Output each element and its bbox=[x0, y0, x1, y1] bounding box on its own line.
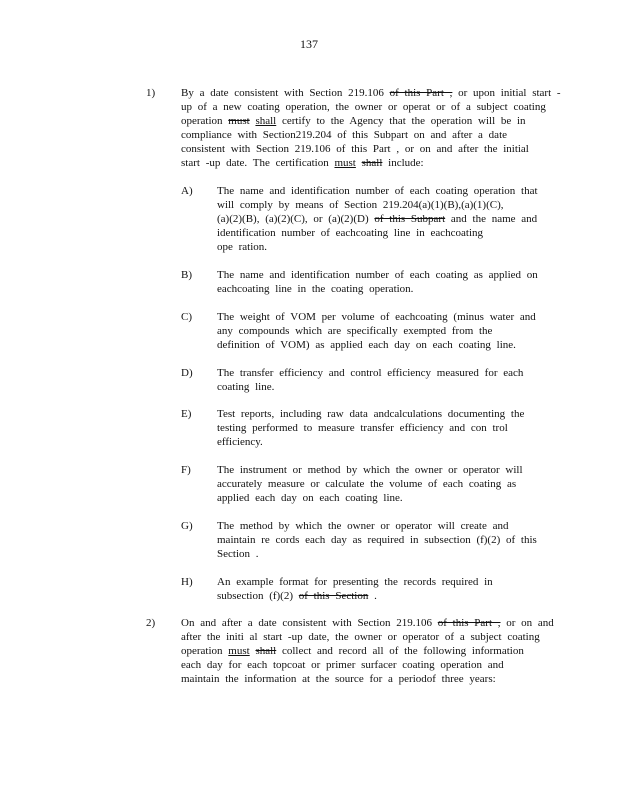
item-label: 1) bbox=[146, 87, 156, 99]
text-run: maintain re cords each day as required in subsection (f)(2) of this bbox=[217, 534, 537, 546]
text-line bbox=[217, 491, 547, 505]
text-run: and the name and bbox=[445, 213, 538, 225]
page-number: 137 bbox=[300, 37, 318, 51]
text-line bbox=[217, 519, 547, 533]
text-run: any compounds which are specifically exempted from the bbox=[217, 325, 493, 337]
text-run: include: bbox=[382, 157, 424, 169]
text-line bbox=[181, 114, 561, 128]
text-line bbox=[217, 324, 547, 338]
text-run: Test reports, including raw data andcalculations documenting the bbox=[217, 408, 525, 420]
text-line bbox=[181, 100, 561, 114]
text-line bbox=[181, 156, 561, 170]
item-label: 2) bbox=[146, 617, 156, 629]
text-run: efficiency. bbox=[217, 436, 263, 448]
text-line bbox=[181, 630, 561, 644]
text-run: accurately measure or calculate the volume of each coating as bbox=[217, 478, 517, 490]
inserted-text: shall bbox=[255, 115, 277, 127]
struck-text: shall bbox=[361, 157, 383, 169]
text-line bbox=[217, 477, 547, 491]
text-run: or on and bbox=[500, 617, 554, 629]
text-line bbox=[181, 128, 561, 142]
text-run: consistent with Section 219.106 of this Part , or on and after the initial bbox=[181, 143, 529, 155]
text-line bbox=[217, 547, 547, 561]
item-body bbox=[217, 407, 547, 449]
text-run: Section . bbox=[217, 548, 259, 560]
struck-text: of this Subpart bbox=[374, 213, 446, 225]
item-body bbox=[181, 616, 561, 686]
item-body bbox=[217, 366, 547, 394]
text-line bbox=[217, 184, 547, 198]
struck-text: of this Section bbox=[298, 590, 369, 602]
text-line bbox=[181, 644, 561, 658]
text-run: start -up date. The certification bbox=[181, 157, 335, 169]
text-line bbox=[181, 658, 561, 672]
item-label: B) bbox=[181, 269, 192, 281]
struck-text: of this Part , bbox=[437, 617, 501, 629]
item-body bbox=[217, 184, 547, 254]
text-run: collect and record all of the following information bbox=[276, 645, 524, 657]
struck-text: shall bbox=[255, 645, 277, 657]
text-run: operation bbox=[181, 645, 229, 657]
item-label: D) bbox=[181, 367, 193, 379]
text-run: up of a new coating operation, the owner or operat or of a subject coating bbox=[181, 101, 546, 113]
text-line bbox=[181, 672, 561, 686]
item-body bbox=[217, 268, 547, 296]
text-line bbox=[181, 616, 561, 630]
text-run: applied each day on each coating line. bbox=[217, 492, 403, 504]
text-run: An example format for presenting the records required in bbox=[217, 576, 493, 588]
item-body bbox=[217, 310, 547, 352]
text-run: The name and identification number of each coating as applied on bbox=[217, 269, 538, 281]
inserted-text: must bbox=[334, 157, 356, 169]
text-line bbox=[217, 435, 547, 449]
inserted-text: must bbox=[228, 645, 250, 657]
text-line bbox=[217, 212, 547, 226]
text-line bbox=[217, 268, 547, 282]
text-run: coating line. bbox=[217, 381, 275, 393]
item-label: E) bbox=[181, 408, 192, 420]
text-run: will comply by means of Section 219.204(a)(1)(B),(a)(1)(C), bbox=[217, 199, 504, 211]
text-run: The transfer efficiency and control efficiency measured for each bbox=[217, 367, 524, 379]
text-line bbox=[217, 226, 547, 240]
text-line bbox=[217, 421, 547, 435]
text-line bbox=[217, 366, 547, 380]
struck-text: of this Part , bbox=[389, 87, 453, 99]
text-run: The instrument or method by which the owner or operator will bbox=[217, 464, 523, 476]
text-run: or upon initial start - bbox=[452, 87, 561, 99]
text-run: each day for each topcoat or primer surfacer coating operation and bbox=[181, 659, 504, 671]
text-line bbox=[217, 407, 547, 421]
item-label: C) bbox=[181, 311, 192, 323]
text-line bbox=[217, 463, 547, 477]
text-run: subsection (f)(2) bbox=[217, 590, 299, 602]
text-run: compliance with Section219.204 of this Subpart on and after a date bbox=[181, 129, 508, 141]
text-run: . bbox=[368, 590, 377, 602]
text-line bbox=[217, 380, 547, 394]
item-label: H) bbox=[181, 576, 193, 588]
struck-text: must bbox=[228, 115, 250, 127]
text-line bbox=[181, 142, 561, 156]
text-run: definition of VOM) as applied each day on each coating line. bbox=[217, 339, 516, 351]
text-line bbox=[217, 575, 547, 589]
text-line bbox=[217, 310, 547, 324]
text-run: The name and identification number of each coating operation that bbox=[217, 185, 538, 197]
text-run: By a date consistent with Section 219.106 bbox=[181, 87, 390, 99]
text-line bbox=[217, 338, 547, 352]
text-run: The method by which the owner or operator will create and bbox=[217, 520, 509, 532]
text-run: eachcoating line in the coating operation. bbox=[217, 283, 414, 295]
text-line bbox=[181, 86, 561, 100]
item-body bbox=[217, 463, 547, 505]
item-body bbox=[217, 519, 547, 561]
text-run: (a)(2)(B), (a)(2)(C), or (a)(2)(D) bbox=[217, 213, 375, 225]
text-line bbox=[217, 589, 547, 603]
text-line bbox=[217, 198, 547, 212]
text-run: testing performed to measure transfer efficiency and con trol bbox=[217, 422, 508, 434]
text-run: ope ration. bbox=[217, 241, 268, 253]
text-run: certify to the Agency that the operation will be in bbox=[276, 115, 526, 127]
text-run: operation bbox=[181, 115, 229, 127]
text-run: maintain the information at the source for a periodof three years: bbox=[181, 673, 496, 685]
item-label: A) bbox=[181, 185, 193, 197]
text-run: after the initi al start -up date, the owner or operator of a subject coating bbox=[181, 631, 540, 643]
text-run: The weight of VOM per volume of eachcoating (minus water and bbox=[217, 311, 536, 323]
item-body bbox=[217, 575, 547, 603]
item-body bbox=[181, 86, 561, 170]
text-line bbox=[217, 240, 547, 254]
text-run: On and after a date consistent with Section 219.106 bbox=[181, 617, 438, 629]
item-label: G) bbox=[181, 520, 193, 532]
text-line bbox=[217, 282, 547, 296]
text-run: identification number of eachcoating line in eachcoating bbox=[217, 227, 484, 239]
item-label: F) bbox=[181, 464, 191, 476]
text-line bbox=[217, 533, 547, 547]
